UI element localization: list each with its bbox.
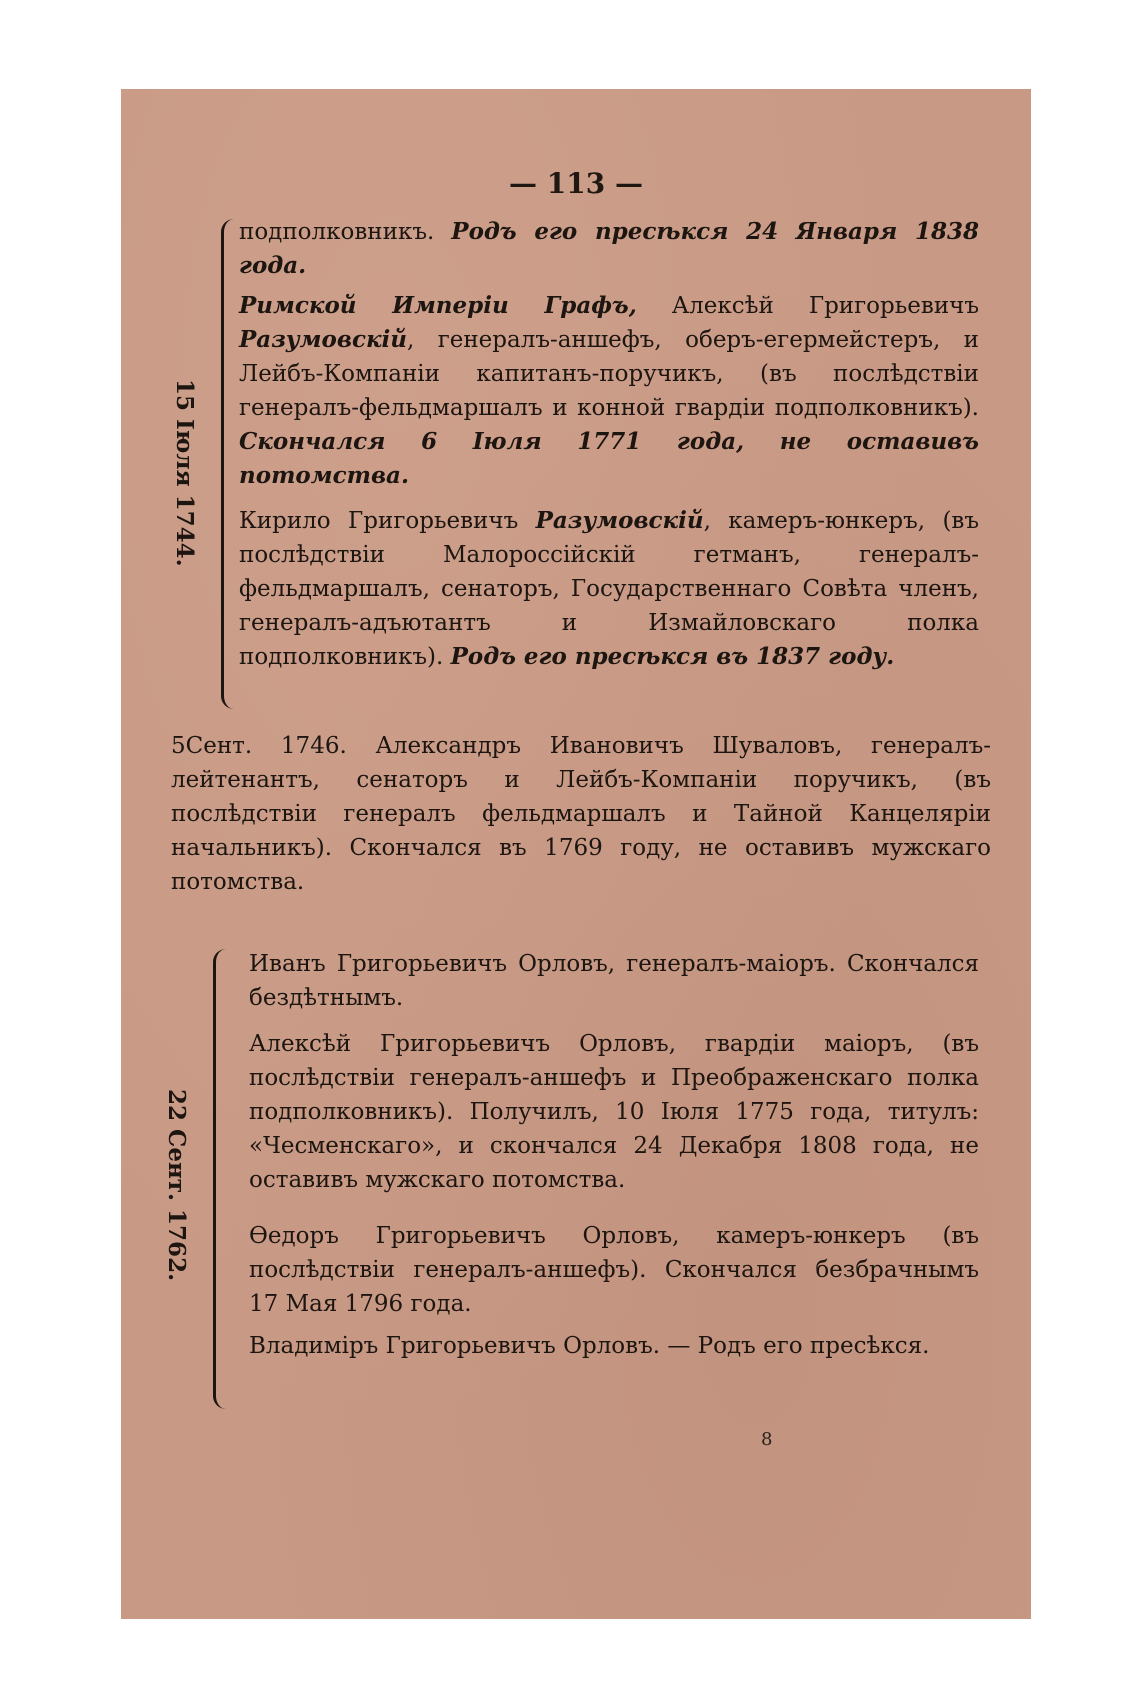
entry-alexander-shuvalov: 5Сент. 1746. Александръ Ивановичъ Шуваловъ, генералъ-лейтенантъ, сенаторъ и Лейбъ-Компаніи поручикъ, (въ послѣдствіи генералъ фельдмаршалъ и Тайной Канцеляріи начальникъ). Скончался въ 1769 году, не оставивъ мужскаго потомства. [171,733,992,895]
entry-alexei-razumovsky: Римской Имперіи Графъ, Алексѣй Григорьевичъ Разумовскій, генералъ-аншефъ, оберъ-егермейстеръ, и Лейбъ-Компаніи капитанъ-поручикъ, (въ послѣдствіи генералъ-фельдмаршалъ и конной гвардіи подполковникъ). Скончался 6 Іюля 1771 года, не оставивъ потомства. [239,292,979,489]
entry-alexei-orlov: Алексѣй Григорьевичъ Орловъ, гвардіи маіоръ, (въ послѣдствіи генералъ-аншефъ и Преображенскаго полка подполковникъ). Получилъ, 10 Іюля 1775 года, титулъ: «Чесменскаго», и скончался 24 Декабря 1808 года, не оставивъ мужскаго потомства. [249,1031,980,1193]
brace-group-3 [213,949,226,1409]
signature-mark: 8 [761,1429,773,1450]
entry-fedor-orlov: Ѳедоръ Григорьевичъ Орловъ, камеръ-юнкеръ (въ послѣдствіи генералъ-аншефъ). Скончался безбрачнымъ 17 Мая 1796 года. [249,1223,980,1317]
side-date-group-3: 22 Сент. 1762. [163,1089,190,1282]
brace-group-1 [221,219,234,709]
entry-ivan-orlov: Иванъ Григорьевичъ Орловъ, генералъ-маіоръ. Скончался бездѣтнымъ. [249,951,980,1011]
page-number: — 113 — [509,167,643,200]
date-group-2: 5Сент. 1746. [171,733,347,759]
entry-group1-continuation: подполковникъ. Родъ его пресѣкся 24 Января 1838 года. [239,218,979,279]
book-page [121,89,1031,1619]
entry-vladimir-orlov: Владиміръ Григорьевичъ Орловъ. — Родъ его пресѣкся. [249,1333,930,1359]
side-date-group-1: 15 Іюля 1744. [171,379,198,567]
entry-kirill-razumovsky: Кирило Григорьевичъ Разумовскій, камеръ-юнкеръ, (въ послѣдствіи Малороссійскій гетманъ, генералъ-фельдмаршалъ, сенаторъ, Государственнаго Совѣта членъ, генералъ-адъютантъ и Измайловскаго полка подполковникъ). Родъ его пресѣкся въ 1837 году. [239,507,979,670]
